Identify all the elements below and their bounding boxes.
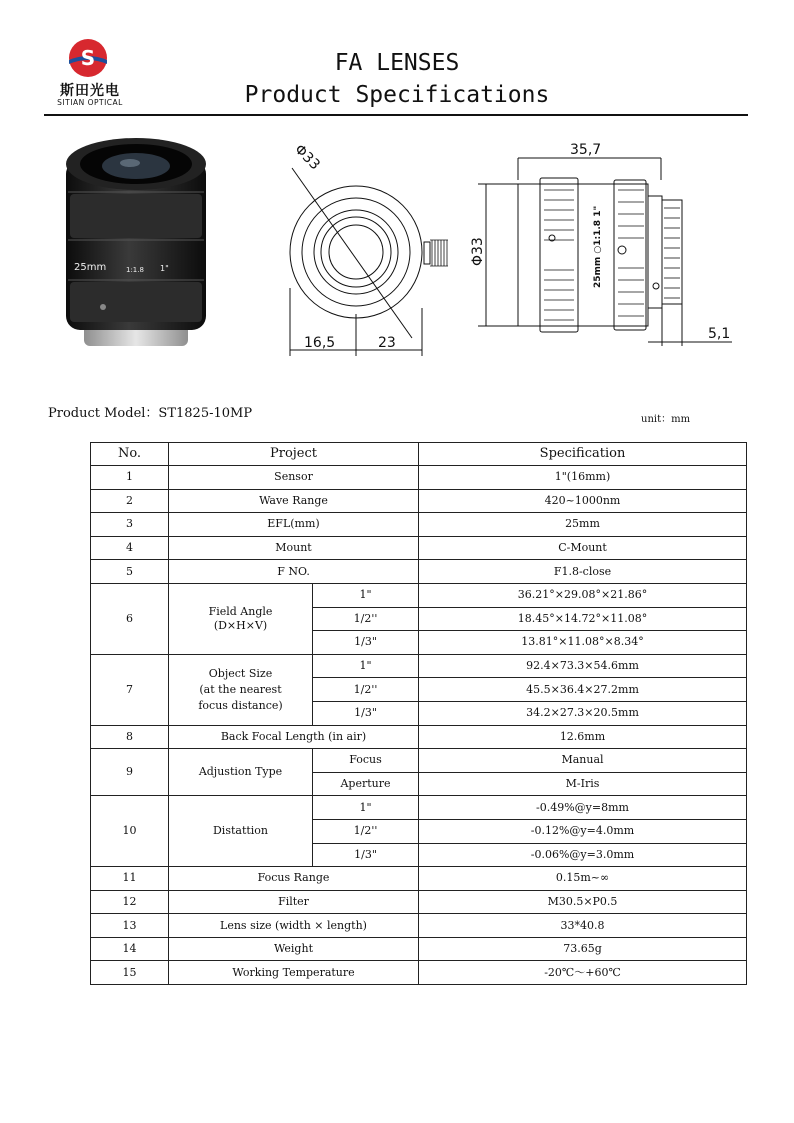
table-row: 1/3" 34.2×27.3×20.5mm xyxy=(91,701,747,725)
lens-photo xyxy=(56,130,216,360)
table-row: 1/3" 13.81°×11.08°×8.34° xyxy=(91,631,747,655)
table-row: 5 F NO. F1.8-close xyxy=(91,560,747,584)
table-row: 14 Weight 73.65g xyxy=(91,937,747,961)
svg-text:25mm: 25mm xyxy=(74,262,107,273)
table-row: 10 Distattion 1" -0.49%@y=8mm xyxy=(91,796,747,820)
svg-text:Φ33: Φ33 xyxy=(470,237,486,266)
brand-name-en: SITIAN OPTICAL xyxy=(57,98,123,107)
table-row: 1/2'' 18.45°×14.72°×11.08° xyxy=(91,607,747,631)
table-row: 1/3" -0.06%@y=3.0mm xyxy=(91,843,747,867)
table-row: 8 Back Focal Length (in air) 12.6mm xyxy=(91,725,747,749)
table-row: 13 Lens size (width × length) 33*40.8 xyxy=(91,914,747,938)
table-row: 11 Focus Range 0.15m~∞ xyxy=(91,867,747,891)
table-row: Aperture M-Iris xyxy=(91,772,747,796)
product-model: Product Model：ST1825-10MP xyxy=(48,406,253,421)
page-title: FA LENSES xyxy=(334,50,460,76)
table-row: 12 Filter M30.5×P0.5 xyxy=(91,890,747,914)
table-row: 15 Working Temperature -20℃～+60℃ xyxy=(91,961,747,985)
svg-text:1:1.8: 1:1.8 xyxy=(126,266,144,274)
svg-text:Φ33: Φ33 xyxy=(291,141,323,174)
table-header-row xyxy=(91,443,747,466)
header-spec: Specification xyxy=(419,443,747,466)
header-no: No. xyxy=(91,443,169,466)
table-row: 7 Object Size (at the nearest focus distance) 1" 92.4×73.3×54.6mm xyxy=(91,654,747,678)
page-subtitle: Product Specifications xyxy=(244,82,550,108)
svg-text:5,1: 5,1 xyxy=(708,326,731,342)
table-row: 1/2'' -0.12%@y=4.0mm xyxy=(91,819,747,843)
svg-text:35,7: 35,7 xyxy=(570,142,602,158)
table-row: 9 Adjustion Type Focus Manual xyxy=(91,749,747,773)
svg-text:S: S xyxy=(80,46,96,70)
svg-text:23: 23 xyxy=(378,335,396,351)
header-project: Project xyxy=(169,443,419,466)
table-row: 6 Field Angle (D×H×V) 1" 36.21°×29.08°×21.86° xyxy=(91,583,747,607)
svg-text:25mm ○1:1.8 1": 25mm ○1:1.8 1" xyxy=(593,205,603,288)
svg-text:1": 1" xyxy=(160,264,169,273)
table-row: 2 Wave Range 420~1000nm xyxy=(91,489,747,513)
table-row: 1 Sensor 1"(16mm) xyxy=(91,466,747,490)
unit-note: unit：mm xyxy=(641,414,691,425)
brand-name-cn: 斯田光电 xyxy=(60,83,120,99)
technical-drawing xyxy=(272,128,742,368)
table-row: 1/2'' 45.5×36.4×27.2mm xyxy=(91,678,747,702)
table-row: 3 EFL(mm) 25mm xyxy=(91,513,747,537)
spec-table xyxy=(90,442,747,985)
header-divider xyxy=(44,114,748,116)
svg-text:16,5: 16,5 xyxy=(304,335,336,351)
table-row: 4 Mount C-Mount xyxy=(91,536,747,560)
